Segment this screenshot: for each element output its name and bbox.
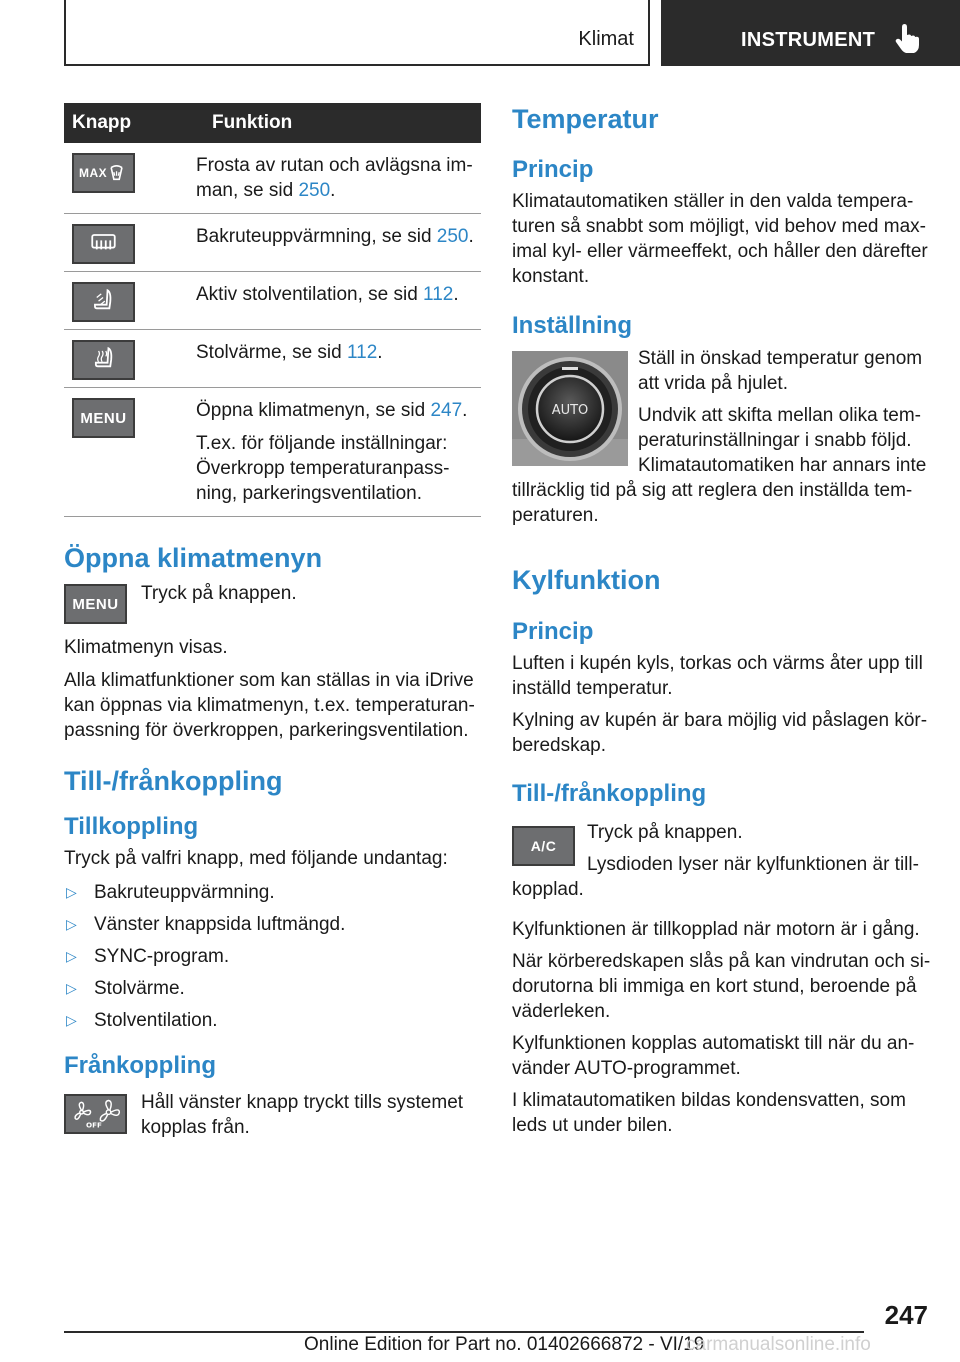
subheading-installning: Inställning: [512, 312, 632, 339]
menu-label: MENU: [80, 409, 127, 427]
footer-edition-text: Online Edition for Part no. 01402666872 - VI/19: [304, 1334, 705, 1355]
body-text: Kylning av kupén är bara möjlig vid påslagen kör-beredskap.: [512, 710, 928, 756]
exception-list: [64, 880, 481, 1033]
hand-pointer-icon: [895, 24, 921, 54]
ac-label: A/C: [530, 838, 557, 854]
page-ref-link[interactable]: 112: [347, 342, 378, 363]
list-item: ▷ Stolventilation.: [64, 1008, 481, 1033]
fan-off-icon: [64, 1094, 127, 1134]
table-row: Bakruteuppvärmning, se sid 250.: [64, 214, 481, 272]
chapter-title: Klimat: [578, 28, 634, 50]
svg-text:OFF: OFF: [86, 1120, 102, 1130]
body-text: Luften i kupén kyls, torkas och värms åter upp till inställd temperatur.: [512, 653, 923, 699]
table-row: Aktiv stolventilation, se sid 112.: [64, 272, 481, 330]
subheading-princip: Princip: [512, 618, 594, 645]
right-column: [512, 103, 932, 1138]
row-text: Aktiv stolventilation, se sid: [196, 284, 424, 305]
menu-icon: [64, 584, 127, 624]
section-title: INSTRUMENT: [741, 29, 876, 51]
menu-icon: [72, 398, 135, 438]
body-text: Lysdioden lyser när kylfunktionen är till-kopplad.: [512, 854, 919, 900]
instruction-text: Tryck på knappen.: [141, 583, 297, 604]
subheading-till-frankoppling: Till-/frånkoppling: [512, 780, 707, 807]
page-ref-link[interactable]: 250: [298, 180, 331, 201]
body-text: Kylfunktionen kopplas automatiskt till när du an-vänder AUTO-programmet.: [512, 1033, 915, 1079]
list-item: ▷ Bakruteuppvärmning.: [64, 880, 481, 905]
rear-window-heat-icon: [72, 224, 135, 264]
heading-till-frankoppling: Till-/frånkoppling: [64, 766, 283, 796]
menu-label: MENU: [72, 595, 119, 613]
subheading-tillkoppling: Tillkoppling: [64, 813, 199, 840]
body-text: Kylfunktionen är tillkopplad när motorn är i gång.: [512, 919, 920, 940]
footer-divider: [64, 1331, 864, 1333]
max-label: MAX: [79, 165, 108, 180]
list-item: ▷ SYNC-program.: [64, 944, 481, 969]
header-chapter-frame: [64, 0, 650, 66]
body-text: I klimatautomatiken bildas kondensvatten, som leds ut under bilen.: [512, 1090, 906, 1136]
body-text: Alla klimatfunktioner som kan ställas in via iDrive kan öppnas via klimatmenyn, t.ex. temperaturan-passning för överkroppen, parkeringsventilation.: [64, 670, 475, 741]
temperature-dial-image: [512, 351, 628, 466]
header-section-tab: [661, 0, 960, 66]
button-function-table: [64, 103, 481, 517]
heading-kylfunktion: Kylfunktion: [512, 565, 661, 595]
subheading-princip: Princip: [512, 156, 594, 183]
row-extra-text: T.ex. för följande inställningar: Överkropp temperaturanpass-ning, parkeringsventilation.: [196, 433, 450, 504]
heading-temperatur: Temperatur: [512, 104, 659, 134]
body-text: När körberedskapen slås på kan vindrutan och si-dorutorna bli immiga en kort stund, beroende på väderleken.: [512, 951, 931, 1022]
subheading-frankoppling: Frånkoppling: [64, 1052, 216, 1079]
table-row: MENU Öppna klimatmenyn, se sid 247. T.ex. för följande inställningar: Överkropp temperaturanpass-ning, parkeringsventilation.: [64, 388, 481, 517]
table-header-knapp: Knapp: [64, 103, 188, 143]
body-text: Undvik att skifta mellan olika tem-peraturinställningar i snabb följd. Klimatautomatiken har annars inte tillräcklig tid på sig att reglera den inställda tem-peraturen.: [512, 405, 927, 526]
body-text: Tryck på valfri knapp, med följande undantag:: [64, 848, 448, 869]
seat-ventilation-icon: [72, 282, 135, 322]
dial-auto-label: AUTO: [551, 403, 589, 418]
table-header-funktion: Funktion: [188, 103, 481, 143]
max-defrost-icon: [72, 153, 135, 193]
list-item: ▷ Stolvärme.: [64, 976, 481, 1001]
table-row: MAX Frosta av rutan och avlägsna im-man, se sid 250.: [64, 143, 481, 214]
body-text: Klimatautomatiken ställer in den valda tempera-turen så snabbt som möjligt, vid behov med max-imal kyl- eller värmeeffekt, och håller den därefter konstant.: [512, 191, 928, 287]
body-text: Ställ in önskad temperatur genom att vrida på hjulet.: [638, 348, 923, 394]
row-text: Frosta av rutan och avlägsna im-man, se sid: [196, 155, 473, 201]
heading-oppna-klimatmenyn: Öppna klimatmenyn: [64, 543, 323, 573]
row-text: Öppna klimatmenyn, se sid: [196, 400, 431, 421]
list-item: ▷ Vänster knappsida luftmängd.: [64, 912, 481, 937]
left-column: [64, 103, 481, 1140]
footer-watermark: carmanualsonline.info: [686, 1334, 871, 1355]
ac-icon: [512, 826, 575, 866]
body-text: Klimatmenyn visas.: [64, 637, 228, 658]
body-text: Håll vänster knapp tryckt tills systemet kopplas från.: [141, 1092, 464, 1138]
page-ref-link[interactable]: 247: [430, 400, 463, 421]
row-text: Bakruteuppvärmning, se sid: [196, 226, 437, 247]
page-ref-link[interactable]: 112: [423, 284, 454, 305]
row-text: Stolvärme, se sid: [196, 342, 347, 363]
table-row: Stolvärme, se sid 112.: [64, 330, 481, 388]
seat-heating-icon: [72, 340, 135, 380]
instruction-text: Tryck på knappen.: [587, 822, 743, 843]
page-ref-link[interactable]: 250: [436, 226, 469, 247]
page-number: 247: [884, 1300, 928, 1330]
